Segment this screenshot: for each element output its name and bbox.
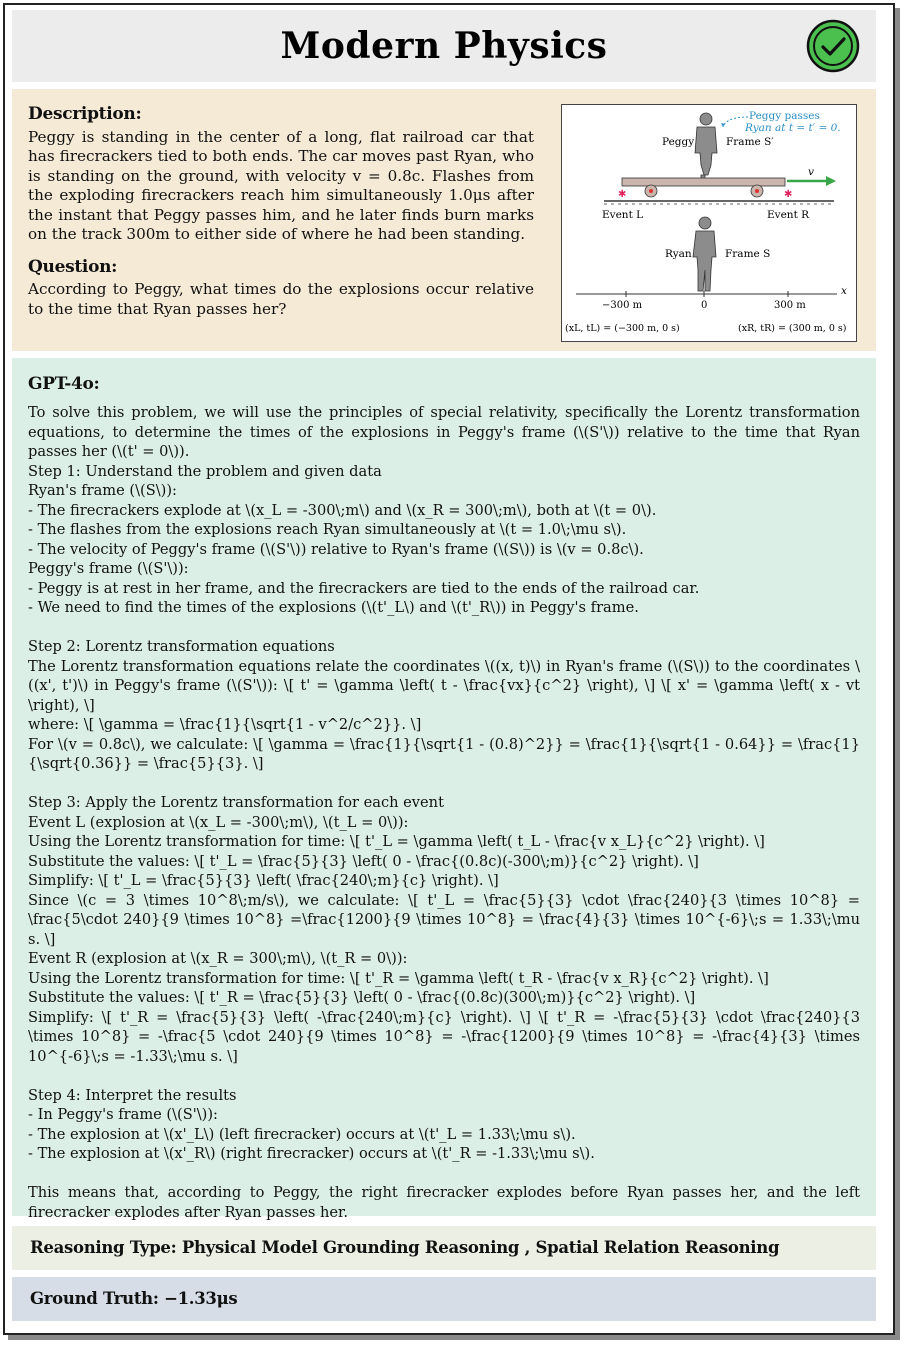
answer-paragraph: The Lorentz transformation equations relate the coordinates \((x, t)\) in Ryan's frame (\(S\)) to the coordinates \((x', t')\) in Peggy's frame (\(S'\)): \[ t' = \gamma \left( t - \frac{vx}{c^2} \right), \] \[ x' = \gamma \left( x - vt \right), \]: [28, 657, 860, 714]
peggy-label: Peggy: [662, 136, 695, 148]
answer-paragraph: Since \(c = 3 \times 10^8\;m/s\), we calculate: \[ t'_L = \frac{5}{3} \cdot \frac{240}{3 \times 10^8} = \frac{5\cdot 240}{9 \times 10^8} =\frac{1200}{9 \times 10^8} = \frac{4}{3} \times 10^{-6}\;s = 1.33\;\mu s. \]: [28, 891, 860, 948]
answer-paragraph: Simplify: \[ t'_L = \frac{5}{3} \left( \frac{240\;m}{c} \right). \]: [28, 872, 499, 889]
answer-paragraph: To solve this problem, we will use the principles of special relativity, specifically the Lorentz transformation equations, to determine the times of the explosions in Peggy's frame (\(S'\)) relative to the time that Ryan passes her (\(t' = 0\)).: [28, 404, 860, 460]
header-bar: [12, 10, 876, 82]
answer-paragraph: Step 2: Lorentz transformation equations: [28, 638, 335, 655]
answer-paragraph: Substitute the values: \[ t'_L = \frac{5}{3} \left( 0 - \frac{(0.8c)(-300\;m)}{c^2} \right). \]: [28, 852, 699, 870]
axis-plus-label: 300 m: [774, 300, 806, 311]
answer-paragraph: For \(v = 0.8c\), we calculate: \[ \gamma = \frac{1}{\sqrt{1 - (0.8)^2}} = \frac{1}{\sqrt{1 - 0.64}} = \frac{1}{\sqrt{0.36}} = \frac{5}{3}. \]: [28, 735, 860, 772]
answer-paragraph: Peggy's frame (\(S'\)):: [28, 560, 189, 577]
answer-paragraph: Step 1: Understand the problem and given data: [28, 462, 382, 480]
reasoning-type-text: Reasoning Type: Physical Model Grounding Reasoning , Spatial Relation Reasoning: [30, 1238, 780, 1257]
answer-paragraph: - We need to find the times of the explosions (\(t'_L\) and \(t'_R\)) in Peggy's frame.: [28, 599, 639, 616]
paragraph-gap: [28, 618, 860, 638]
answer-paragraph: - In Peggy's frame (\(S'\)):: [28, 1106, 218, 1123]
coord-left-label: (xL, tL) = (−300 m, 0 s): [565, 323, 680, 334]
coord-right-label: (xR, tR) = (300 m, 0 s): [738, 323, 847, 334]
answer-paragraph: Substitute the values: \[ t'_R = \frac{5}{3} \left( 0 - \frac{(0.8c)(300\;m)}{c^2} \right). \]: [28, 989, 696, 1006]
problem-text: [28, 105, 534, 319]
paragraph-gap: [28, 774, 860, 794]
callout-line-2: Ryan at t = t′ = 0.: [745, 122, 841, 134]
answer-paragraph: This means that, according to Peggy, the right firecracker explodes before Ryan passes her, and the left firecracker explodes after Ryan passes her.: [28, 1184, 860, 1221]
problem-panel: [12, 89, 876, 351]
ground-truth-text: Ground Truth: −1.33μs: [30, 1289, 238, 1308]
answer-paragraph: where: \[ \gamma = \frac{1}{\sqrt{1 - v^2/c^2}}. \]: [28, 716, 422, 733]
peggy-figure: [695, 113, 717, 179]
question-text: According to Peggy, what times do the explosions occur relative to the time that Ryan passes her?: [28, 280, 534, 318]
event-l-label: Event L: [602, 209, 644, 221]
railroad-car: [622, 178, 785, 186]
check-circle-icon: [806, 19, 860, 73]
frame-s-prime-label: Frame S′: [726, 136, 774, 148]
description-heading: Description:: [28, 104, 142, 124]
answer-paragraph: - The velocity of Peggy's frame (\(S'\)) relative to Ryan's frame (\(S\)) is \(v = 0.8c\).: [28, 540, 644, 558]
answer-body: [28, 403, 860, 1222]
answer-paragraph: - Peggy is at rest in her frame, and the firecrackers are tied to the ends of the railroad car.: [28, 579, 700, 597]
axis-zero-label: 0: [701, 300, 708, 311]
description-text: Peggy is standing in the center of a long, flat railroad car that has firecrackers tied to both ends. The car moves past Ryan, who is standing on the ground, with velocity v = 0.8c. Flashes from the exploding firecrackers reach him simultaneously 1.0μs after the instant that Peggy passes him, and he later finds burn marks on the track 300m to either side of where he had been standing.: [28, 127, 534, 243]
relativity-figure: [561, 104, 857, 342]
reasoning-type-bar: [12, 1226, 876, 1270]
question-heading: Question:: [28, 256, 118, 277]
answer-paragraph: Event L (explosion at \(x_L = -300\;m\), \(t_L = 0\)):: [28, 813, 409, 831]
answer-paragraph: Using the Lorentz transformation for time: \[ t'_L = \gamma \left( t_L - \frac{v x_L}{c^2} \right). \]: [28, 833, 765, 850]
event-r-label: Event R: [767, 209, 810, 221]
model-answer-panel: [12, 358, 876, 1221]
axis-minus-label: −300 m: [602, 300, 643, 311]
answer-paragraph: - The firecrackers explode at \(x_L = -300\;m\) and \(x_R = 300\;m\), both at \(t = 0\).: [28, 501, 657, 519]
answer-paragraph: Ryan's frame (\(S\)):: [28, 482, 177, 499]
firecracker-left-icon: ✱: [618, 189, 627, 200]
velocity-arrow-icon: [826, 176, 836, 186]
velocity-label: v: [808, 166, 814, 178]
answer-paragraph: Using the Lorentz transformation for time: \[ t'_R = \gamma \left( t_R - \frac{v x_R}{c^2} \right). \]: [28, 969, 769, 987]
answer-paragraph: Step 3: Apply the Lorentz transformation for each event: [28, 794, 444, 811]
answer-paragraph: - The explosion at \(x'_L\) (left firecracker) occurs at \(t'_L = 1.33\;\mu s\).: [28, 1125, 576, 1143]
axis-x-label: x: [841, 285, 847, 297]
firecracker-right-icon: ✱: [784, 189, 793, 200]
answer-paragraph: - The flashes from the explosions reach Ryan simultaneously at \(t = 1.0\;\mu s\).: [28, 521, 627, 538]
ground-truth-bar: [12, 1277, 876, 1321]
paragraph-gap: [28, 1066, 860, 1086]
ryan-figure: [693, 217, 716, 291]
model-label: GPT-4o:: [28, 374, 100, 394]
frame-s-label: Frame S: [725, 248, 771, 260]
paragraph-gap: [28, 1164, 860, 1184]
ryan-label: Ryan: [665, 248, 692, 260]
answer-paragraph: Simplify: \[ t'_R = \frac{5}{3} \left( -\frac{240\;m}{c} \right). \] \[ t'_R = -\frac{5}{3} \cdot \frac{240}{3 \times 10^8} = -\frac{5 \cdot 240}{9 \times 10^8} = -\frac{1200}{9 \times 10^8} = -\frac{4}{3} \times 10^{-6}\;s = -1.33\;\mu s. \]: [28, 1008, 860, 1065]
answer-paragraph: - The explosion at \(x'_R\) (right firecracker) occurs at \(t'_R = -1.33\;\mu s\).: [28, 1145, 595, 1162]
page-title: Modern Physics: [280, 25, 608, 67]
answer-paragraph: Step 4: Interpret the results: [28, 1086, 237, 1104]
answer-paragraph: Event R (explosion at \(x_R = 300\;m\), \(t_R = 0\)):: [28, 950, 408, 967]
callout-line-1: Peggy passes: [749, 110, 820, 122]
